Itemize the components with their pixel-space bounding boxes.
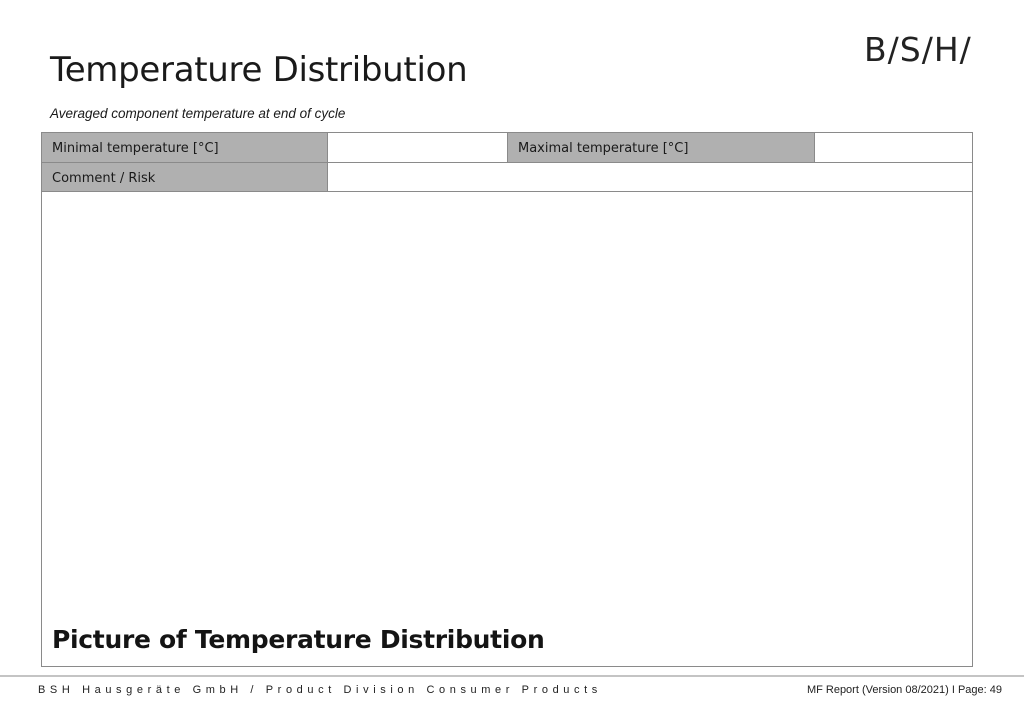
- page-subtitle: Averaged component temperature at end of cycle: [50, 106, 346, 121]
- max-temp-label: Maximal temperature [°C]: [508, 133, 815, 163]
- min-temp-value-field[interactable]: [328, 133, 508, 163]
- comment-risk-field[interactable]: [328, 163, 972, 192]
- comment-risk-label: Comment / Risk: [42, 163, 328, 192]
- footer-company: BSH Hausgeräte GmbH / Product Division Consumer Products: [38, 684, 602, 696]
- temperature-picture-area: [42, 192, 972, 666]
- min-temp-label: Minimal temperature [°C]: [42, 133, 328, 163]
- bsh-logo: B/S/H/: [864, 30, 972, 69]
- footer-divider: [0, 675, 1024, 677]
- max-temp-value-field[interactable]: [815, 133, 972, 163]
- footer-report-info: MF Report (Version 08/2021) I Page: 49: [806, 684, 1002, 696]
- page-title: Temperature Distribution: [50, 50, 468, 90]
- report-frame: [41, 132, 973, 667]
- picture-placeholder-label: Picture of Temperature Distribution: [52, 625, 545, 654]
